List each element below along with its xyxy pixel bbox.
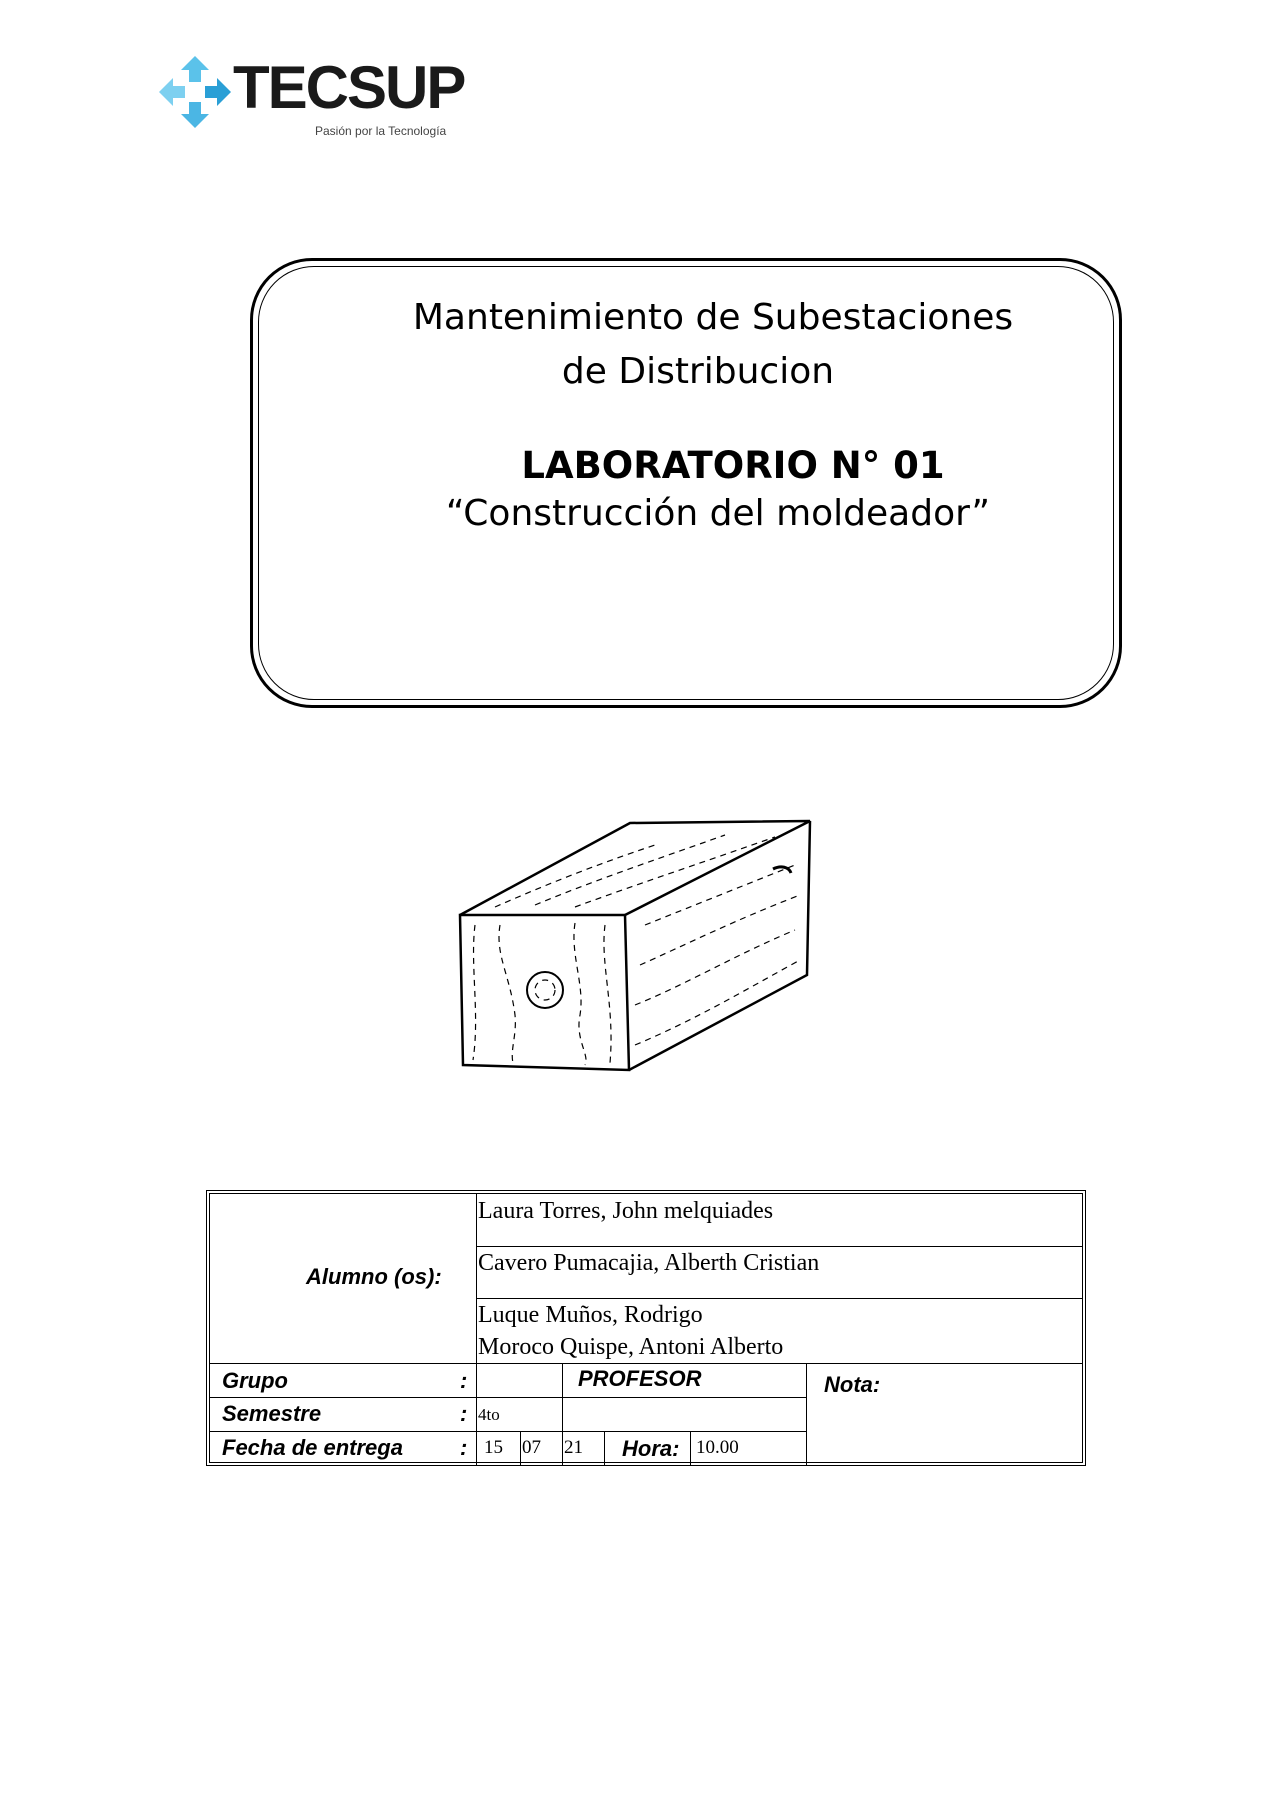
date-day: 15	[484, 1437, 503, 1458]
date-year: 21	[564, 1437, 583, 1458]
date-month: 07	[522, 1437, 541, 1458]
lab-number: LABORATORIO N° 01	[521, 444, 945, 487]
group-colon: :	[460, 1368, 468, 1393]
title-box	[250, 258, 1122, 708]
hour-label: Hora:	[622, 1436, 680, 1461]
delivery-label: Fecha de entrega	[222, 1435, 403, 1460]
students-label: Alumno (os):	[306, 1264, 442, 1289]
student-2: Cavero Pumacajia, Alberth Cristian	[478, 1250, 820, 1276]
professor-label: PROFESOR	[578, 1366, 702, 1391]
student-1: Laura Torres, John melquiades	[478, 1198, 774, 1224]
tecsup-emblem-icon	[155, 52, 235, 132]
grade-label: Nota:	[824, 1372, 881, 1397]
course-title	[253, 291, 1119, 399]
tecsup-logo	[155, 52, 475, 152]
student-3: Luque Muños, Rodrigo	[478, 1302, 703, 1328]
lab-title: “Construcción del moldeador”	[445, 493, 991, 534]
course-title-line1: Mantenimiento de Subestaciones	[412, 297, 1014, 338]
semester-colon: :	[460, 1401, 468, 1426]
course-title-line2: de Distribucion	[561, 351, 835, 392]
hour-value: 10.00	[696, 1437, 739, 1458]
student-4: Moroco Quispe, Antoni Alberto	[478, 1334, 784, 1360]
delivery-colon: :	[460, 1435, 468, 1460]
semester-label: Semestre	[222, 1401, 322, 1426]
info-table	[206, 1190, 1086, 1466]
logo-wordmark: TECSUP	[233, 54, 465, 121]
wooden-block-illustration	[455, 815, 815, 1075]
semester-value: 4to	[478, 1405, 500, 1424]
logo-tagline: Pasión por la Tecnología	[315, 124, 447, 138]
group-label: Grupo	[222, 1368, 288, 1393]
